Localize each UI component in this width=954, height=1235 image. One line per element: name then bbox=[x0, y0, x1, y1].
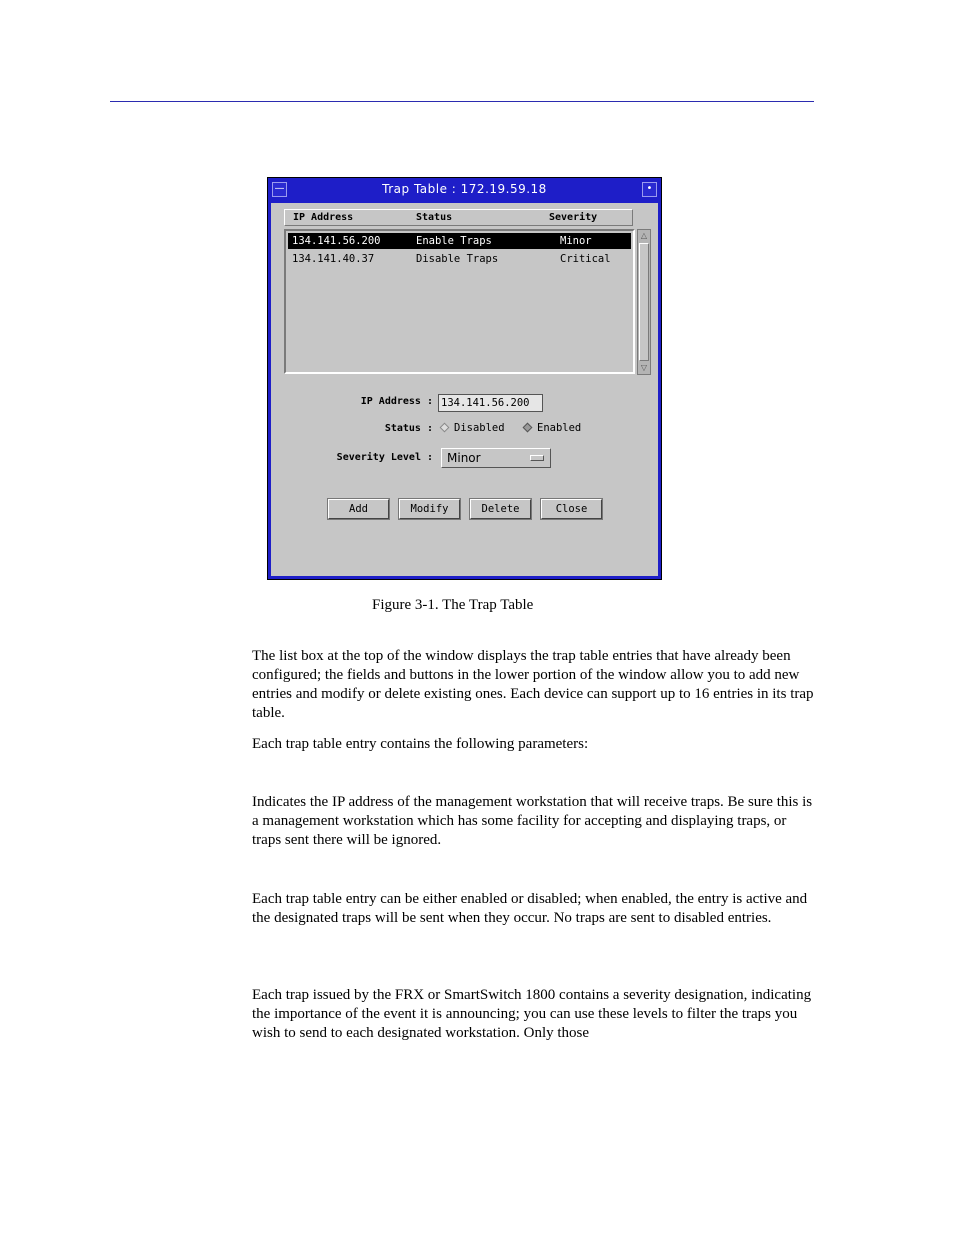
list-header bbox=[284, 209, 633, 226]
severity-level-select[interactable] bbox=[441, 448, 551, 468]
column-header-severity: Severity bbox=[549, 212, 598, 223]
column-header-status: Status bbox=[416, 212, 453, 223]
list-item[interactable] bbox=[288, 251, 631, 267]
close-button[interactable]: Close bbox=[541, 499, 602, 519]
radio-label-disabled: Disabled bbox=[454, 422, 505, 434]
minimize-icon[interactable]: • bbox=[642, 182, 657, 197]
window-menu-icon[interactable]: — bbox=[272, 182, 287, 197]
list-item-severity: Critical bbox=[560, 253, 611, 265]
title-bar[interactable] bbox=[270, 180, 659, 201]
radio-diamond-icon bbox=[440, 423, 450, 433]
paragraph: Each trap table entry can be either enabled or disabled; when enabled, the entry is active and the designated traps will be sent when they occur. No traps are sent to disabled entries. bbox=[252, 891, 808, 926]
radio-diamond-selected-icon bbox=[523, 423, 533, 433]
ip-address-label: IP Address : bbox=[360, 396, 433, 407]
list-scrollbar[interactable] bbox=[637, 229, 651, 375]
add-button[interactable]: Add bbox=[328, 499, 389, 519]
ip-address-input[interactable]: 134.141.56.200 bbox=[438, 394, 543, 412]
modify-button[interactable]: Modify bbox=[399, 499, 460, 519]
column-header-ip-address: IP Address bbox=[293, 212, 354, 223]
header-rule bbox=[110, 101, 814, 102]
paragraph: Indicates the IP address of the management workstation that will receive traps. Be sure this is a management workstation which has some facility for accepting and displaying traps, or traps sent there will be ignored. bbox=[252, 794, 813, 848]
scroll-thumb[interactable] bbox=[639, 243, 649, 361]
option-menu-indicator-icon bbox=[530, 455, 544, 461]
scroll-down-arrow-icon[interactable]: ▽ bbox=[640, 363, 648, 372]
window-client-area bbox=[271, 203, 658, 576]
list-item-status: Enable Traps bbox=[416, 235, 492, 247]
list-item-ip: 134.141.40.37 bbox=[292, 253, 375, 265]
list-item-severity: Minor bbox=[560, 235, 592, 247]
severity-level-value: Minor bbox=[447, 451, 481, 465]
scroll-up-arrow-icon[interactable]: △ bbox=[640, 231, 648, 240]
window-title: Trap Table : 172.19.59.18 bbox=[382, 182, 547, 196]
trap-table-window bbox=[267, 177, 662, 580]
paragraph: The list box at the top of the window displays the trap table entries that have already been configured; the fields and buttons in the lower portion of the window allow you to add new entries and modify or delete existing ones. Each device can support up to 16 entries in its trap table. bbox=[252, 648, 814, 721]
paragraph: Each trap issued by the FRX or SmartSwitch 1800 contains a severity designation, indicating the importance of the event it is announcing; you can use these levels to filter the traps you wish to send to each designated workstation. Only those bbox=[252, 987, 812, 1041]
list-item[interactable] bbox=[288, 233, 631, 249]
list-item-status: Disable Traps bbox=[416, 253, 499, 265]
status-radio-enabled[interactable] bbox=[524, 422, 581, 434]
status-radio-disabled[interactable] bbox=[441, 422, 505, 434]
severity-level-label: Severity Level : bbox=[336, 452, 433, 463]
list-item-ip: 134.141.56.200 bbox=[292, 235, 381, 247]
paragraph: Each trap table entry contains the following parameters: bbox=[252, 736, 589, 752]
delete-button[interactable]: Delete bbox=[470, 499, 531, 519]
figure-caption: Figure 3-1. The Trap Table bbox=[372, 597, 534, 613]
trap-list-box[interactable] bbox=[284, 229, 635, 374]
radio-label-enabled: Enabled bbox=[537, 422, 582, 434]
status-label: Status : bbox=[384, 423, 433, 434]
